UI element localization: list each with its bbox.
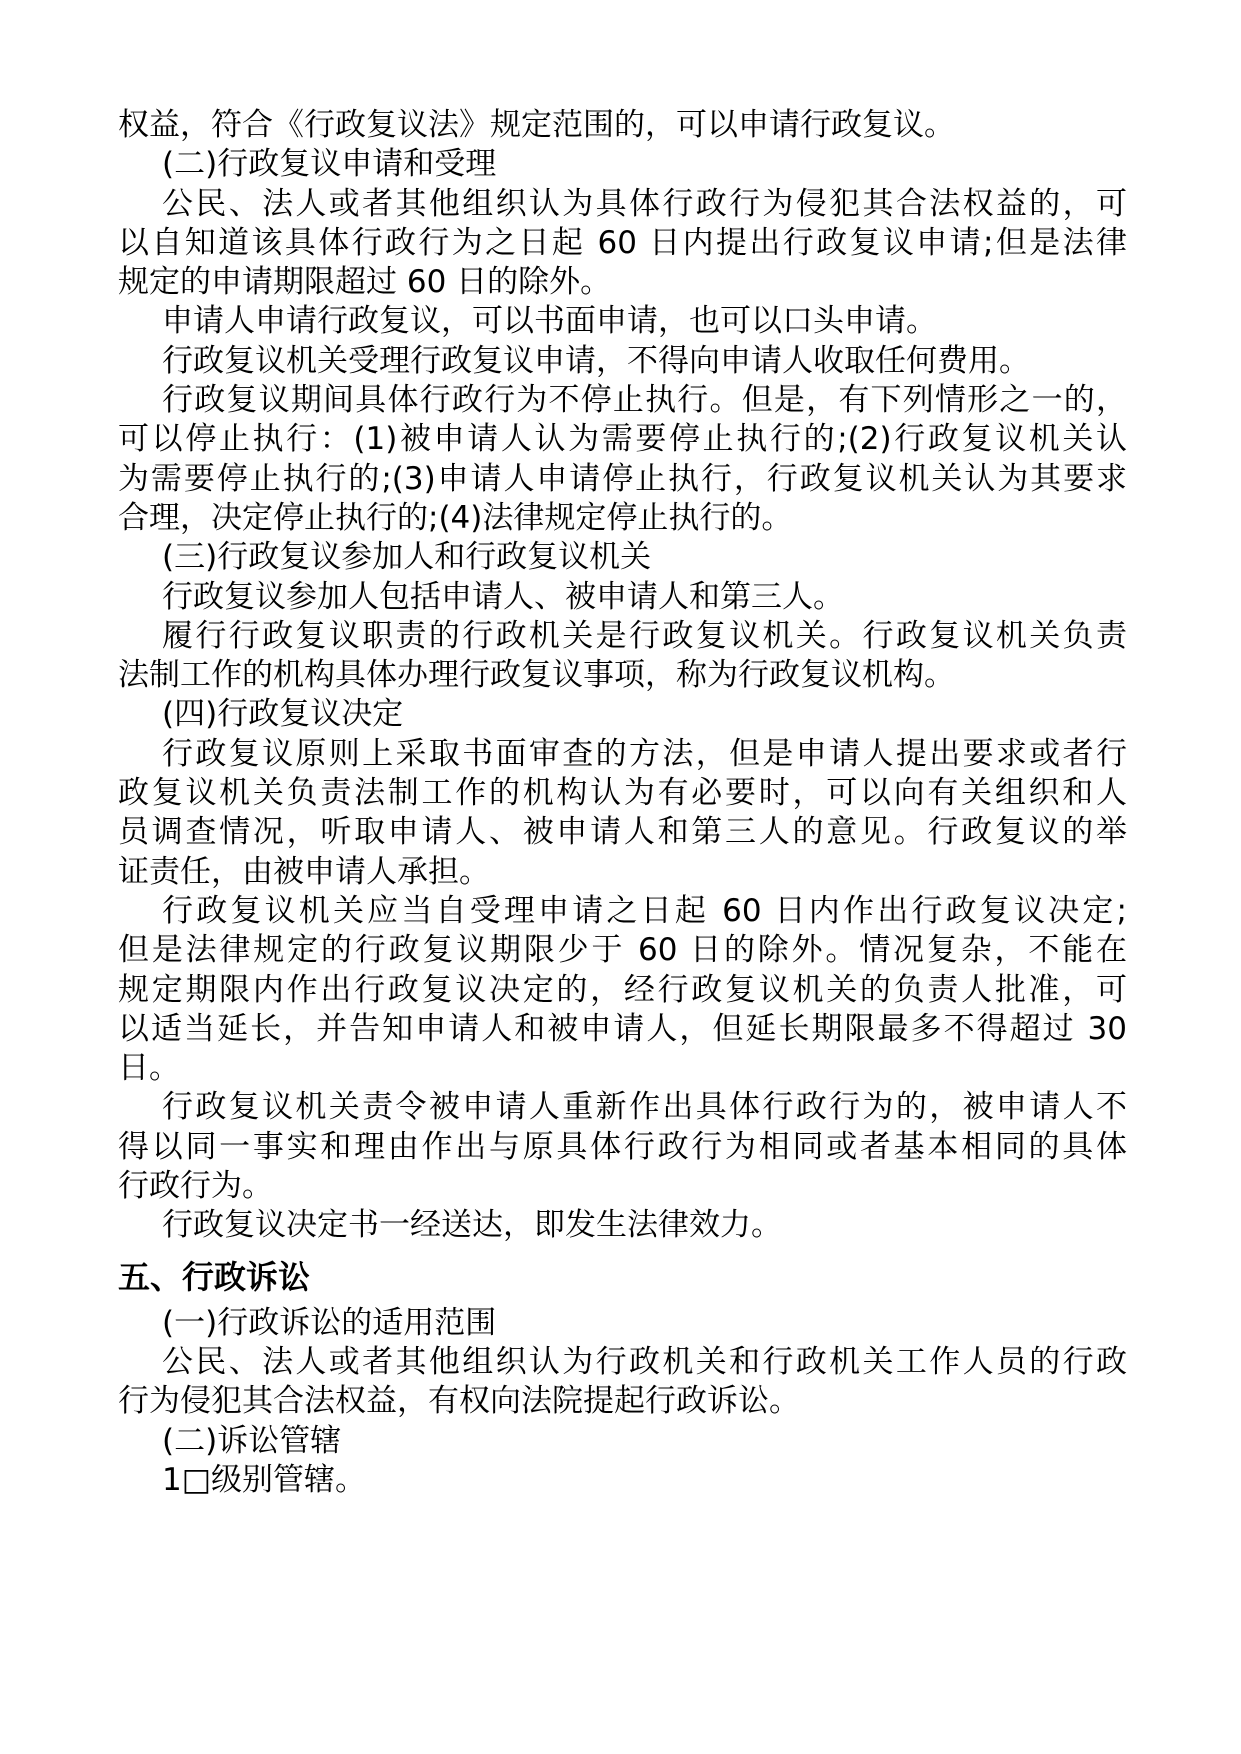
- text-line: 规定期限内作出行政复议决定的，经行政复议机关的负责人批准，可: [118, 971, 1127, 1008]
- text-line: 合理，决定停止执行的;(4)法律规定停止执行的。: [118, 499, 793, 536]
- text-line: 行政复议原则上采取书面审查的方法，但是申请人提出要求或者行: [162, 735, 1127, 772]
- text-line: 行政复议机关应当自受理申请之日起 60 日内作出行政复议决定;: [162, 892, 1127, 929]
- subsection-title: (二)行政复议申请和受理: [162, 146, 497, 183]
- text-line: 公民、法人或者其他组织认为行政机关和行政机关工作人员的行政: [162, 1343, 1127, 1380]
- text-line: 以自知道该具体行政行为之日起 60 日内提出行政复议申请;但是法律: [118, 224, 1127, 261]
- text-line: 1□级别管辖。: [162, 1461, 367, 1498]
- text-line: 以适当延长，并告知申请人和被申请人，但延长期限最多不得超过 30: [118, 1010, 1127, 1047]
- text-line: 行政复议决定书一经送达，即发生法律效力。: [162, 1207, 782, 1244]
- text-line: 公民、法人或者其他组织认为具体行政行为侵犯其合法权益的，可: [162, 185, 1127, 222]
- text-line: 日。: [118, 1050, 180, 1087]
- text-line: 法制工作的机构具体办理行政复议事项，称为行政复议机构。: [118, 657, 955, 694]
- text-line: 行政行为。: [118, 1168, 273, 1205]
- text-line: 行为侵犯其合法权益，有权向法院提起行政诉讼。: [118, 1383, 800, 1420]
- text-line: 申请人申请行政复议，可以书面申请，也可以口头申请。: [162, 303, 937, 340]
- text-line: 履行行政复议职责的行政机关是行政复议机关。行政复议机关负责: [162, 617, 1127, 654]
- text-line: 为需要停止执行的;(3)申请人申请停止执行，行政复议机关认为其要求: [118, 460, 1127, 497]
- section-heading: 五、行政诉讼: [118, 1257, 311, 1296]
- subsection-title: (一)行政诉讼的适用范围: [162, 1304, 497, 1341]
- text-line: 行政复议期间具体行政行为不停止执行。但是，有下列情形之一的，: [162, 382, 1127, 419]
- text-line: 但是法律规定的行政复议期限少于 60 日的除外。情况复杂，不能在: [118, 932, 1127, 969]
- subsection-title: (四)行政复议决定: [162, 696, 404, 733]
- text-line: 可以停止执行：(1)被申请人认为需要停止执行的;(2)行政复议机关认: [118, 421, 1127, 458]
- text-line: 得以同一事实和理由作出与原具体行政行为相同或者基本相同的具体: [118, 1128, 1127, 1165]
- text-line: 行政复议机关受理行政复议申请，不得向申请人收取任何费用。: [162, 342, 1030, 379]
- text-line: 规定的申请期限超过 60 日的除外。: [118, 264, 612, 301]
- text-line: 员调查情况，听取申请人、被申请人和第三人的意见。行政复议的举: [118, 814, 1127, 851]
- text-line: 政复议机关负责法制工作的机构认为有必要时，可以向有关组织和人: [118, 775, 1127, 812]
- subsection-title: (三)行政复议参加人和行政复议机关: [162, 539, 652, 576]
- text-line: 证责任，由被申请人承担。: [118, 853, 490, 890]
- text-line: 权益，符合《行政复议法》规定范围的，可以申请行政复议。: [118, 107, 955, 143]
- text-line: 行政复议机关责令被申请人重新作出具体行政行为的，被申请人不: [162, 1089, 1127, 1126]
- subsection-title: (二)诉讼管辖: [162, 1422, 342, 1459]
- text-line: 行政复议参加人包括申请人、被申请人和第三人。: [162, 578, 844, 615]
